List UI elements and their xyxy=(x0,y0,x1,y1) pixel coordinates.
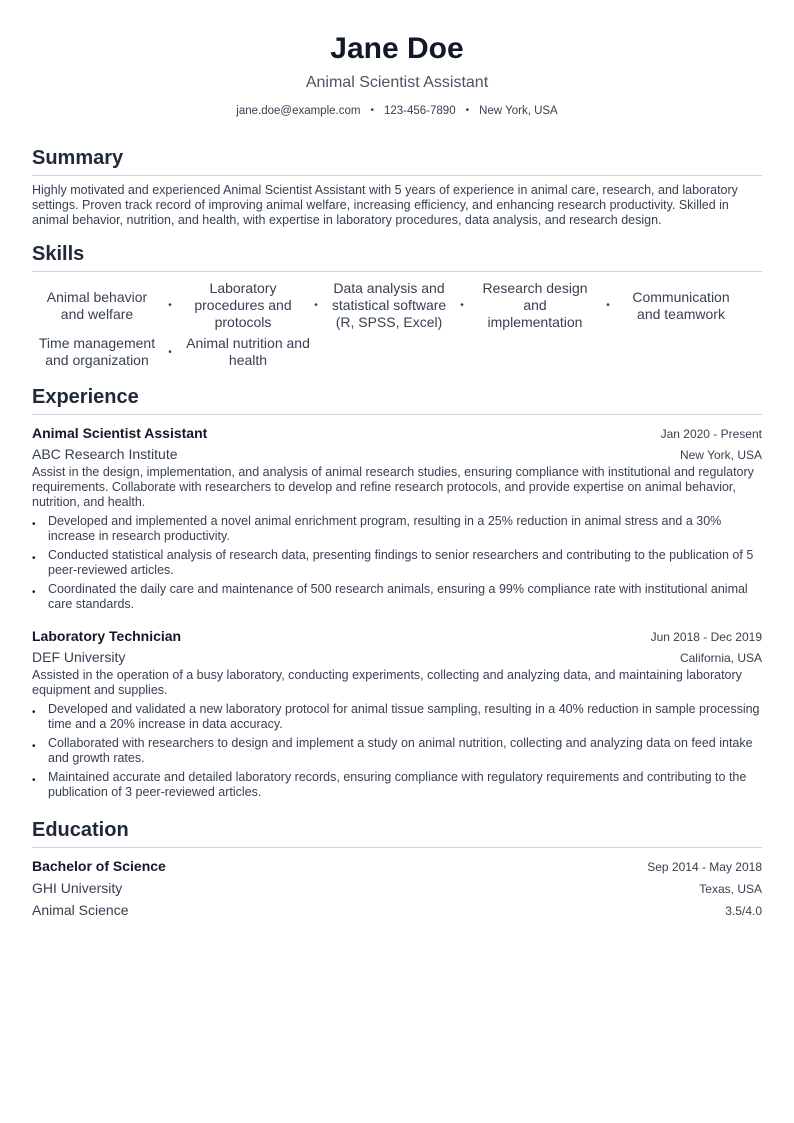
job-dates: Jun 2018 - Dec 2019 xyxy=(650,630,762,644)
separator-dot: • xyxy=(465,105,470,116)
skill-item: Animal behavior and welfare xyxy=(46,288,148,322)
job-achievements xyxy=(32,702,762,800)
job-title: Laboratory Technician xyxy=(32,628,182,644)
contact-location: New York, USA xyxy=(479,105,558,117)
school-name: GHI University xyxy=(32,880,123,896)
resume-header xyxy=(32,0,762,119)
job-location: New York, USA xyxy=(679,448,762,462)
education-dates: Sep 2014 - May 2018 xyxy=(647,860,762,874)
skills-section xyxy=(32,240,762,369)
candidate-name: Jane Doe xyxy=(330,32,464,65)
summary-section xyxy=(32,144,762,228)
education-section xyxy=(32,816,762,922)
skill-separator: • xyxy=(460,300,464,311)
achievement-item xyxy=(32,702,762,732)
job-description: Assist in the design, implementation, and analysis of animal research studies, ensuring compliance with institutional and regulatory requirements. Collaborate with researchers to develop and refine research protocols, and provide expertise on animal behavior, nutrition, and health. xyxy=(32,465,754,509)
summary-text: Highly motivated and experienced Animal Scientist Assistant with 5 years of experience in animal care, research, and laboratory settings. Proven track record of improving animal welfare, increasing efficiency, and enhancing research productivity. Skilled in animal behavior, nutrition, and health, with expertise in laboratory procedures, data analysis, and research design. xyxy=(32,183,738,227)
section-heading-experience: Experience xyxy=(32,383,762,415)
contact-line xyxy=(32,103,762,119)
job-location: California, USA xyxy=(679,651,762,665)
achievement-item xyxy=(32,770,762,800)
bullet-icon: • xyxy=(32,707,36,718)
experience-entry xyxy=(32,423,762,612)
section-heading-education: Education xyxy=(32,816,762,848)
contact-email[interactable]: jane.doe@example.com xyxy=(236,105,361,117)
job-description: Assisted in the operation of a busy laboratory, conducting experiments, collecting and analyzing data, and maintaining laboratory equipment and supplies. xyxy=(32,668,742,697)
bullet-icon: • xyxy=(32,775,36,786)
separator-dot: • xyxy=(370,105,374,116)
skill-item: Animal nutrition and health xyxy=(186,335,310,368)
achievement-text: Developed and implemented a novel animal enrichment program, resulting in a 25% reduction in animal stress and a 30% increase in research productivity. xyxy=(48,514,722,543)
candidate-title: Animal Scientist Assistant xyxy=(305,74,489,91)
skill-item: Research design and implementation xyxy=(482,280,588,330)
experience-entry xyxy=(32,626,762,800)
achievement-text: Developed and validated a new laboratory protocol for animal tissue sampling, resulting in a 40% reduction in sample processing time and a 20% increase in data accuracy. xyxy=(48,702,760,731)
education-entry xyxy=(32,856,762,922)
skill-item: Data analysis and statistical software (R, SPSS, Excel) xyxy=(331,280,447,330)
skill-item: Laboratory procedures and protocols xyxy=(194,280,292,330)
section-heading-skills: Skills xyxy=(32,240,762,272)
skill-separator: • xyxy=(606,300,610,311)
job-achievements xyxy=(32,514,762,612)
achievement-text: Collaborated with researchers to design and implement a study on animal nutrition, collecting and analyzing data on feed intake and growth rates. xyxy=(48,736,753,765)
achievement-item xyxy=(32,514,762,544)
skill-separator: • xyxy=(168,300,172,311)
section-heading-summary: Summary xyxy=(32,144,762,176)
achievement-item xyxy=(32,548,762,578)
skill-item: Communication and teamwork xyxy=(632,288,730,322)
skills-row-1 xyxy=(32,280,762,331)
skill-item: Time management and organization xyxy=(38,335,156,368)
skills-row-2 xyxy=(32,335,762,369)
bullet-icon: • xyxy=(32,741,36,752)
job-title: Animal Scientist Assistant xyxy=(32,425,208,441)
bullet-icon: • xyxy=(32,553,36,564)
job-organization: ABC Research Institute xyxy=(32,446,178,462)
bullet-icon: • xyxy=(32,519,36,530)
achievement-text: Maintained accurate and detailed laboratory records, ensuring compliance with regulatory requirements and contributing to the publication of 3 peer-reviewed articles. xyxy=(48,770,747,799)
achievement-item xyxy=(32,736,762,766)
achievement-text: Conducted statistical analysis of research data, presenting findings to senior researchers and contributing to the publication of 5 peer-reviewed articles. xyxy=(48,548,754,577)
job-organization: DEF University xyxy=(32,649,126,665)
skill-separator: • xyxy=(314,300,318,311)
achievement-text: Coordinated the daily care and maintenance of 500 research animals, ensuring a 99% compliance rate with institutional animal care standards. xyxy=(48,582,748,611)
job-dates: Jan 2020 - Present xyxy=(660,427,762,441)
achievement-item xyxy=(32,582,762,612)
skill-separator: • xyxy=(168,346,172,358)
bullet-icon: • xyxy=(32,587,36,598)
experience-section xyxy=(32,383,762,800)
contact-phone[interactable]: 123-456-7890 xyxy=(383,105,456,117)
degree: Bachelor of Science xyxy=(32,858,166,874)
gpa: 3.5/4.0 xyxy=(725,904,762,918)
field-of-study: Animal Science xyxy=(32,902,129,918)
school-location: Texas, USA xyxy=(699,882,762,896)
